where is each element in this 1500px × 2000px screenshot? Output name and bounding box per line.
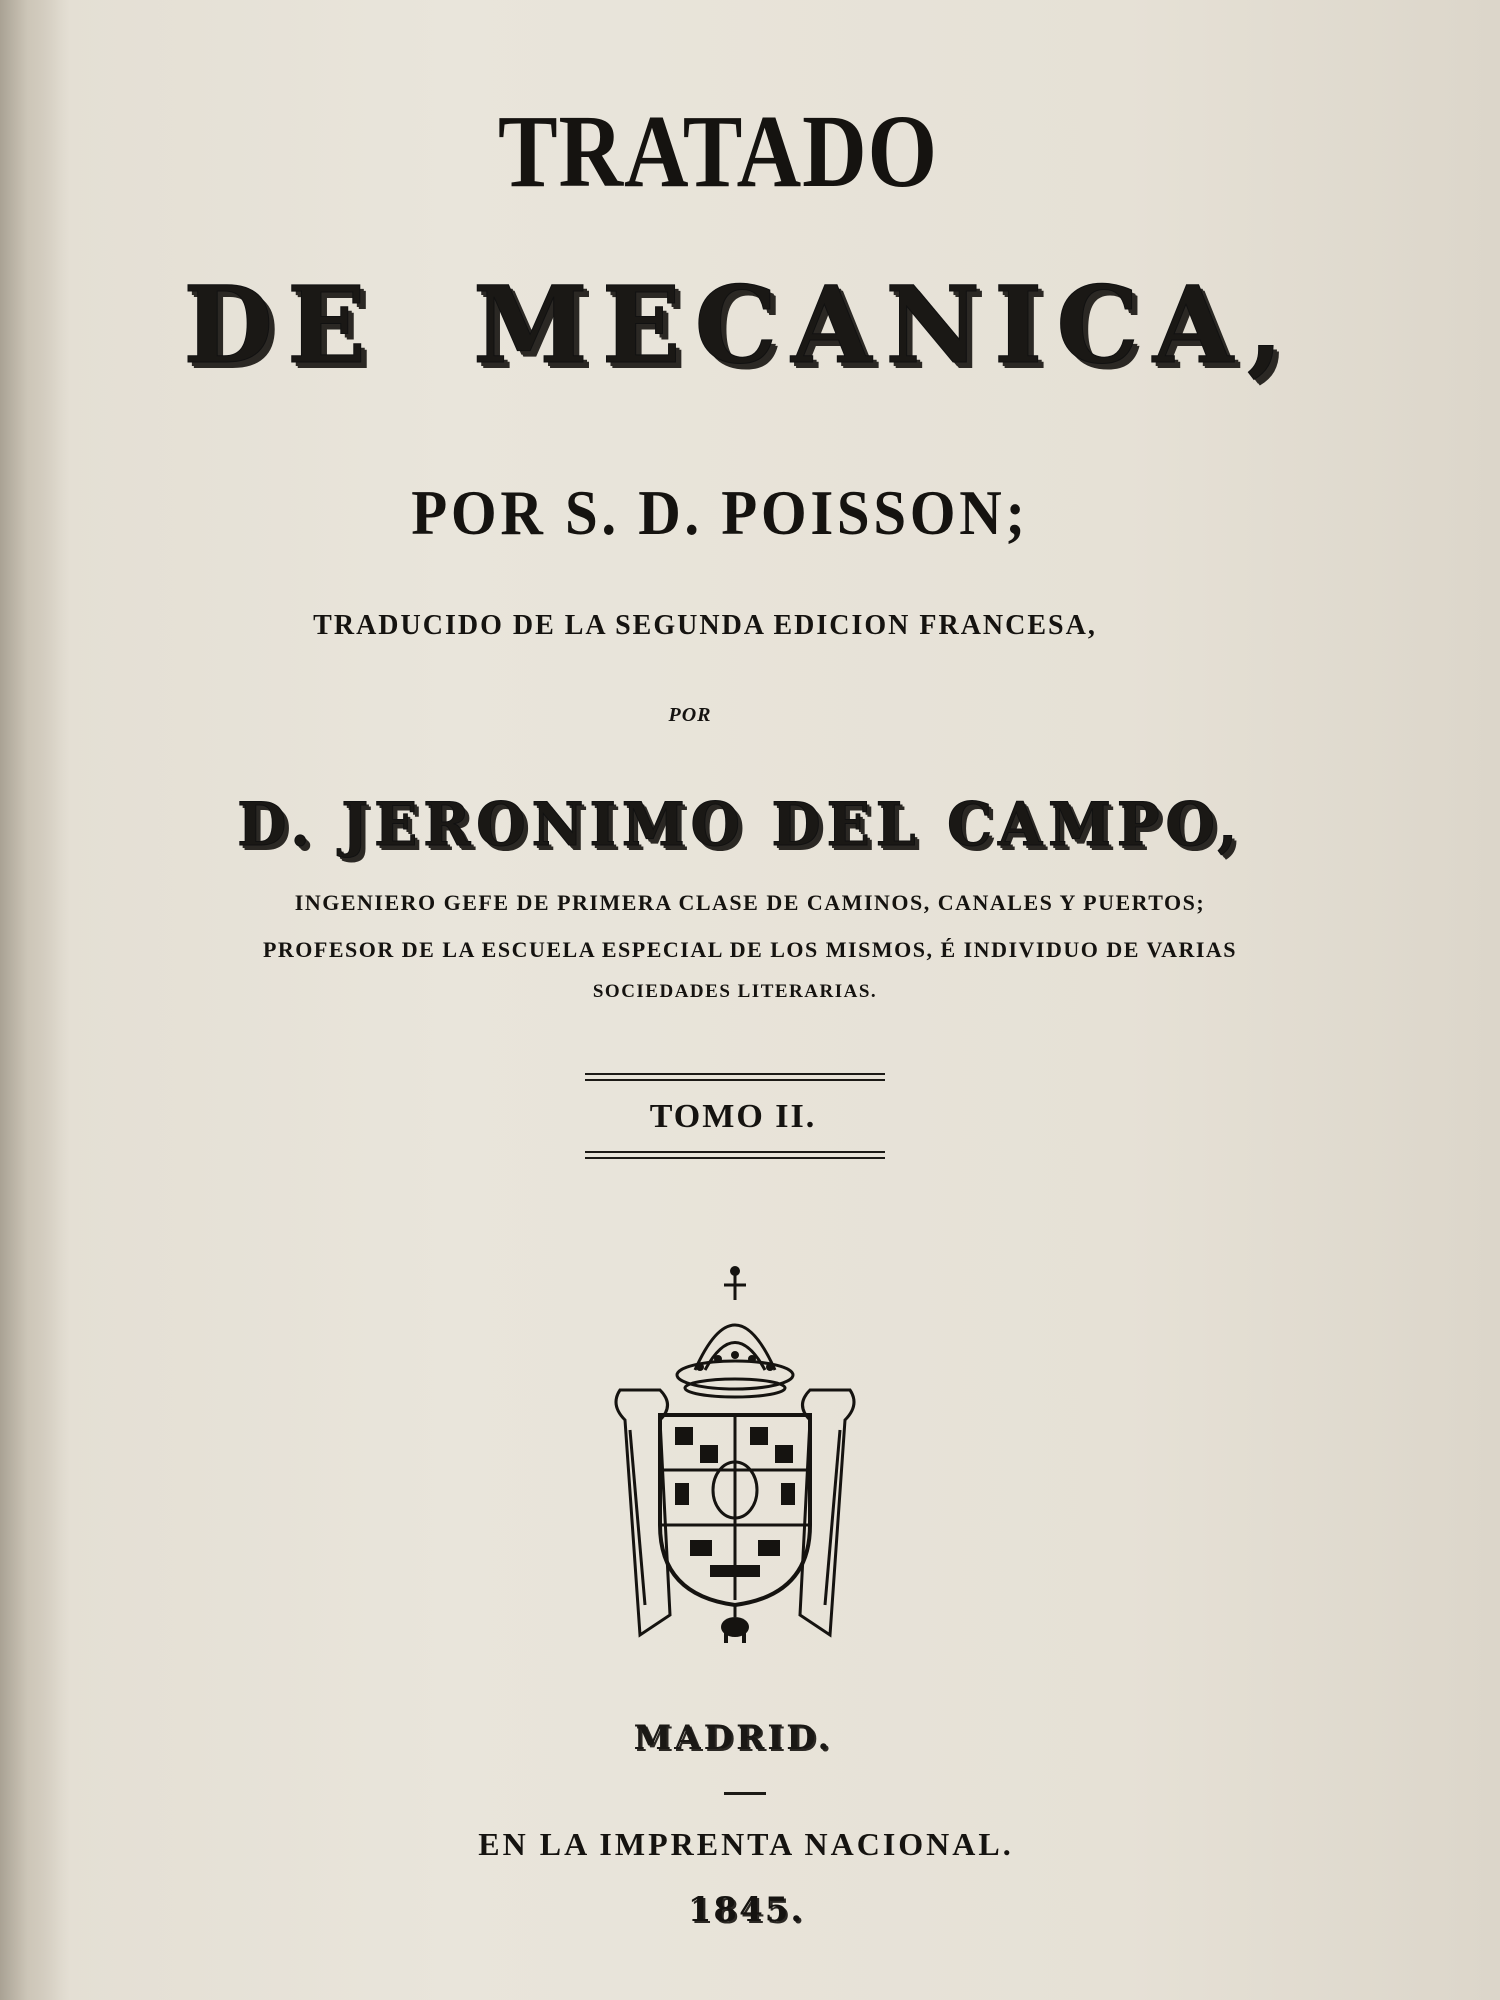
short-rule bbox=[724, 1792, 766, 1795]
royal-coat-of-arms-icon bbox=[600, 1255, 870, 1645]
title-word-de: DE bbox=[183, 262, 380, 387]
double-rule-bottom bbox=[585, 1151, 885, 1159]
by-label: POR bbox=[668, 704, 712, 726]
translator-credentials-line-1: INGENIERO GEFE DE PRIMERA CLASE DE CAMINOS, CANALES Y PUERTOS; bbox=[294, 890, 1206, 915]
title-line-2 bbox=[5, 262, 1475, 387]
volume-label: TOMO II. bbox=[649, 1098, 817, 1135]
double-rule-top bbox=[585, 1073, 885, 1081]
translator-name: D. JERONIMO DEL CAMPO, bbox=[237, 790, 1243, 860]
author-line: POR S. D. POISSON; bbox=[411, 477, 1029, 548]
imprint-year: 1845. bbox=[687, 1890, 805, 1930]
title-word-mecanica: MECANICA, bbox=[472, 262, 1297, 387]
translator-credentials-line-3: SOCIEDADES LITERARIAS. bbox=[592, 981, 878, 1002]
translator-credentials-line-2: PROFESOR DE LA ESCUELA ESPECIAL DE LOS MISMOS, É INDIVIDUO DE VARIAS bbox=[262, 937, 1238, 962]
translation-note: TRADUCIDO DE LA SEGUNDA EDICION FRANCESA, bbox=[313, 610, 1097, 641]
imprint-place: MADRID. bbox=[633, 1718, 833, 1758]
title-line-1: TRATADO bbox=[498, 94, 938, 209]
imprint-printer: EN LA IMPRENTA NACIONAL. bbox=[478, 1826, 1014, 1862]
